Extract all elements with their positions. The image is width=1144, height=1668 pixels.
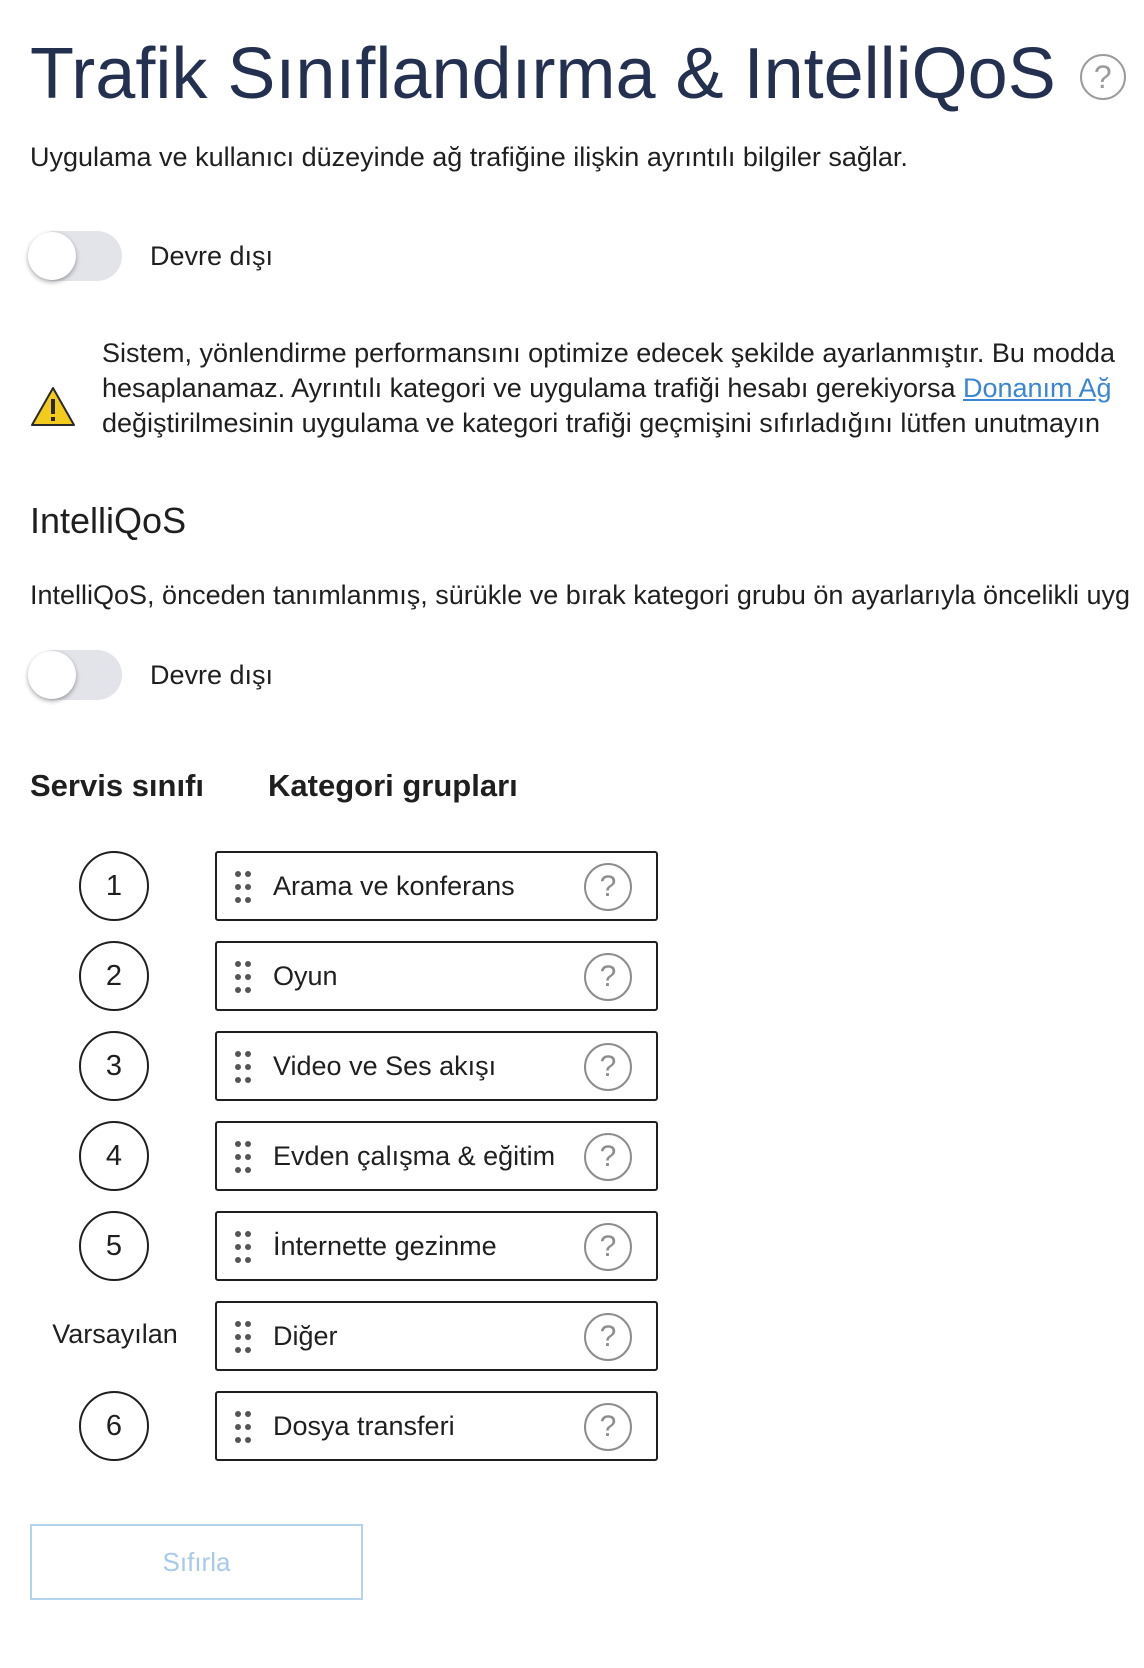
traffic-classification-toggle-label: Devre dışı: [150, 240, 274, 271]
warning-line-3: değiştirilmesinin uygulama ve kategori trafiği geçmişini sıfırladığını lütfen unutmayın: [102, 408, 1100, 438]
category-label: Video ve Ses akışı: [273, 1051, 497, 1081]
service-class-number: 1: [79, 851, 149, 921]
intelliqos-heading: IntelliQoS: [30, 500, 187, 541]
default-class-label: Varsayılan: [52, 1319, 178, 1349]
service-row: [0, 941, 700, 1011]
page-title: Trafik Sınıflandırma & IntelliQoS: [30, 34, 1056, 114]
service-class-number: 6: [79, 1391, 149, 1461]
service-row: [0, 851, 700, 921]
intelliqos-toggle-row: [30, 650, 273, 700]
category-label: Evden çalışma & eğitim: [273, 1141, 556, 1171]
warning-text: [102, 336, 1115, 441]
drag-handle-icon[interactable]: [233, 869, 253, 905]
drag-handle-icon[interactable]: [233, 1229, 253, 1265]
traffic-classification-toggle[interactable]: [30, 231, 122, 281]
question-mark-icon[interactable]: ?: [584, 1223, 632, 1271]
page-subtitle: Uygulama ve kullanıcı düzeyinde ağ trafiğine ilişkin ayrıntılı bilgiler sağlar.: [30, 142, 908, 172]
category-label: Diğer: [273, 1321, 338, 1351]
question-mark-icon[interactable]: ?: [584, 1403, 632, 1451]
service-row: [0, 1121, 700, 1191]
toggle-knob: [28, 651, 76, 699]
question-mark-icon[interactable]: ?: [584, 1043, 632, 1091]
service-row: [0, 1211, 700, 1281]
category-group-item[interactable]: [215, 1211, 658, 1281]
service-class-number: 2: [79, 941, 149, 1011]
service-class-number: 5: [79, 1211, 149, 1281]
question-mark-icon[interactable]: ?: [1080, 54, 1126, 100]
drag-handle-icon[interactable]: [233, 1049, 253, 1085]
intelliqos-toggle-label: Devre dışı: [150, 659, 274, 690]
intelliqos-toggle[interactable]: [30, 650, 122, 700]
category-group-item[interactable]: [215, 1031, 658, 1101]
category-groups-header: Kategori grupları: [268, 768, 518, 803]
toggle-knob: [28, 232, 76, 280]
drag-handle-icon[interactable]: [233, 1319, 253, 1355]
drag-handle-icon[interactable]: [233, 1409, 253, 1445]
warning-line-1: Sistem, yönlendirme performansını optimize edecek şekilde ayarlanmıştır. Bu modda: [102, 338, 1115, 368]
category-label: Oyun: [273, 961, 338, 991]
category-group-item[interactable]: [215, 851, 658, 921]
service-row-default: [0, 1301, 700, 1371]
question-mark-icon[interactable]: ?: [584, 863, 632, 911]
service-class-number: 3: [79, 1031, 149, 1101]
service-class-header: Servis sınıfı: [30, 768, 205, 803]
category-group-item[interactable]: [215, 1391, 658, 1461]
warning-line-2: [102, 371, 1115, 406]
drag-handle-icon[interactable]: [233, 959, 253, 995]
title-row: [30, 28, 1126, 120]
question-mark-icon[interactable]: ?: [584, 953, 632, 1001]
question-mark-icon[interactable]: ?: [584, 1313, 632, 1361]
hardware-acceleration-link[interactable]: Donanım Ağ: [962, 373, 1112, 403]
drag-handle-icon[interactable]: [233, 1139, 253, 1175]
category-label: Dosya transferi: [273, 1411, 455, 1441]
intelliqos-description: IntelliQoS, önceden tanımlanmış, sürükle ve bırak kategori grubu ön ayarlarıyla öncelikli uyg: [30, 580, 1131, 610]
category-group-item[interactable]: [215, 1121, 658, 1191]
category-label: İnternette gezinme: [273, 1231, 497, 1261]
service-class-number: 4: [79, 1121, 149, 1191]
service-row: [0, 1031, 700, 1101]
category-group-item[interactable]: [215, 941, 658, 1011]
question-mark-icon[interactable]: ?: [584, 1133, 632, 1181]
traffic-classification-toggle-row: [30, 231, 273, 281]
reset-button[interactable]: Sıfırla: [30, 1524, 363, 1600]
warning-line-2-text: hesaplanamaz. Ayrıntılı kategori ve uygulama trafiği hesabı gerekiyorsa: [102, 373, 963, 403]
performance-warning: [30, 336, 1144, 446]
warning-triangle-icon: [30, 386, 76, 428]
category-label: Arama ve konferans: [273, 871, 515, 901]
service-row: [0, 1391, 700, 1461]
category-group-item[interactable]: [215, 1301, 658, 1371]
